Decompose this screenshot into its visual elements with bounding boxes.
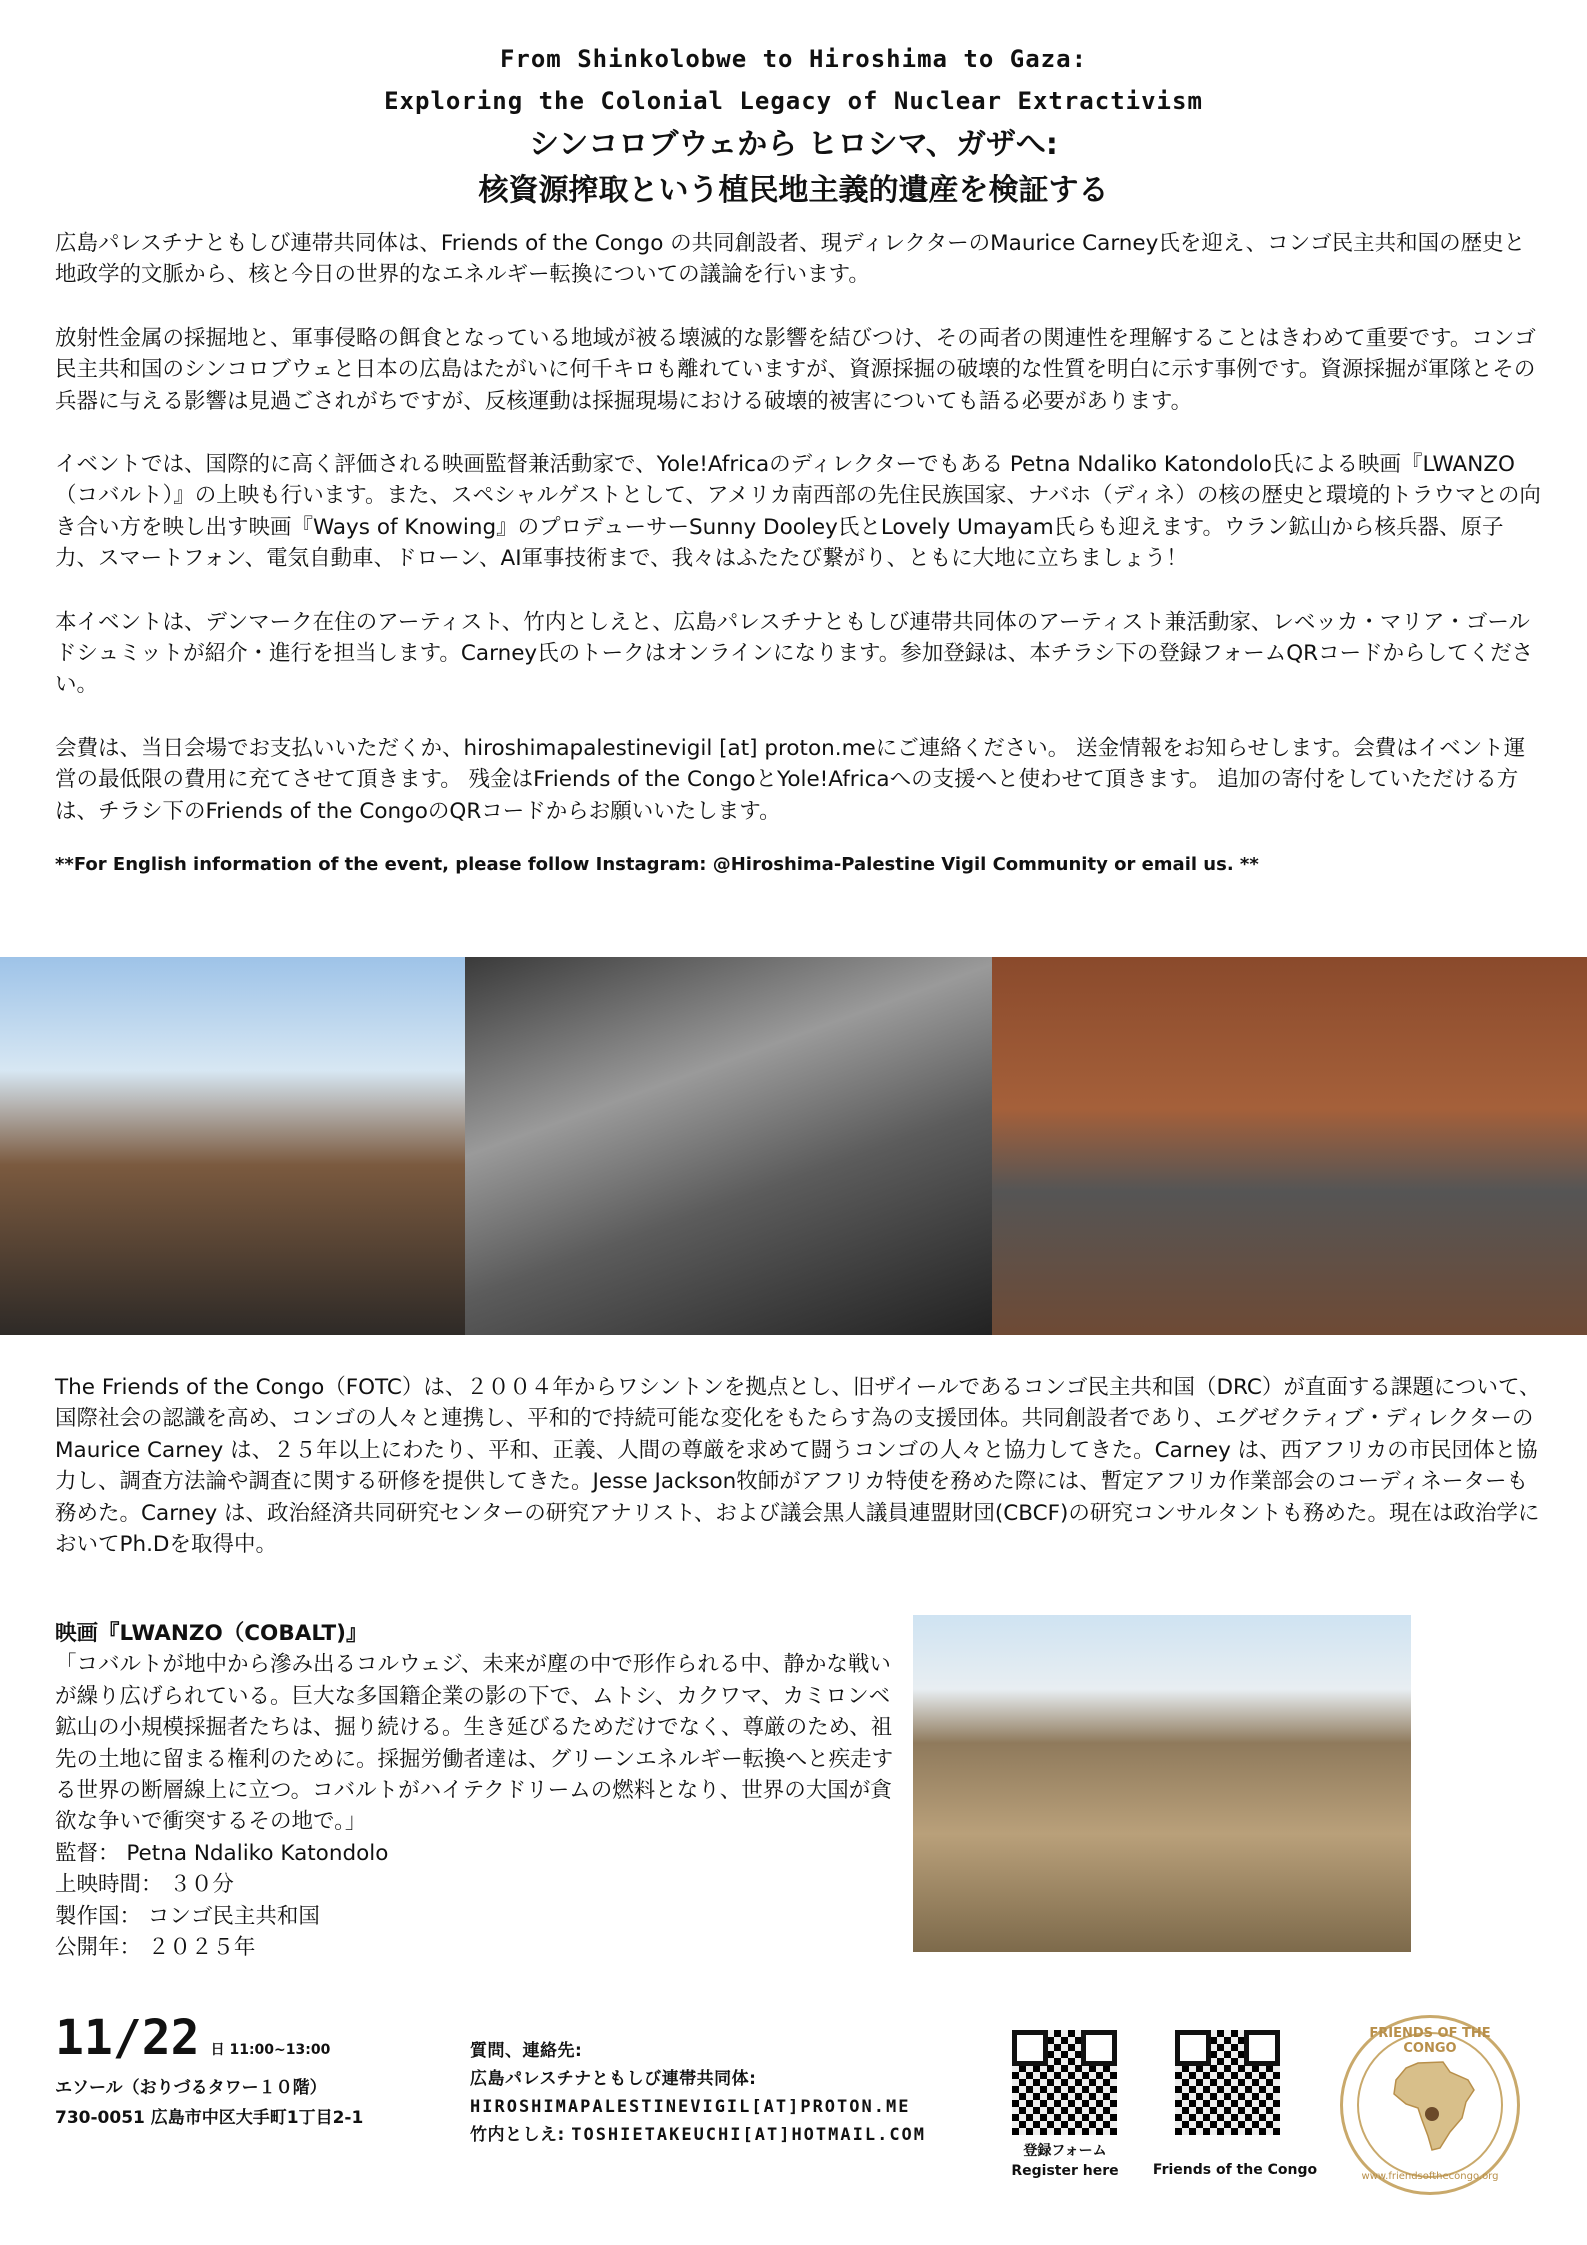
title-en-line-1: From Shinkolobwe to Hiroshima to Gaza: (499, 45, 1088, 73)
event-date-value: 11/22 (55, 2010, 200, 2066)
contact-org: 広島パレスチナともしび連帯共同体: (470, 2069, 757, 2089)
fee-paragraph: 会費は、当日会場でお支払いいただくか、hiroshimapalestinevigil [at] proton.meにご連絡ください。 送金情報をお知らせします。会費はイベント運営の最低限の費用に充てさせて頂きます。 残金はFriends of the CongoとYole!Africaへの支援へと使わせて頂きます。 追加の寄付をしていただける方は、チラシ下のFriends of the CongoのQRコードからお願いいたします。 (55, 735, 1526, 824)
event-venue (55, 2073, 363, 2133)
logo-text: FRIENDS OF THE CONGO (1369, 2026, 1491, 2056)
title-ja-line-1: シンコロブウェから ヒロシマ、ガザへ: (529, 127, 1058, 162)
register-qr-label-en: Register here (1011, 2163, 1119, 2179)
contact-email-2[interactable]: TOSHIETAKEUCHI[AT]HOTMAIL.COM (571, 2125, 927, 2145)
film-section (55, 1618, 905, 1963)
intro-section (55, 228, 1545, 913)
intro-paragraph-4: 本イベントは、デンマーク在住のアーティスト、竹内としえと、広島パレスチナともしび連帯共同体のアーティスト兼活動家、レベッカ・マリア・ゴールドシュミットが紹介・進行を担当します。Carney氏のトークはオンラインになります。参加登録は、本チラシ下の登録フォームQRコードからしてください。 (55, 609, 1534, 698)
event-date (55, 2010, 330, 2066)
film-year: 公開年： ２０２５年 (55, 1935, 256, 1961)
photo-crowd-on-truck (0, 957, 465, 1335)
photo-mining-landscape (913, 1615, 1411, 1952)
venue-address: 730-0051 広島市中区大手町1丁目2-1 (55, 2108, 364, 2128)
film-title: 映画『LWANZO（COBALT)』 (55, 1621, 368, 1646)
africa-map-icon (1388, 2058, 1478, 2153)
intro-paragraph-1: 広島パレスチナともしび連帯共同体は、Friends of the Congo の共同創設者、現ディレクターのMaurice Carney氏を迎え、コンゴ民主共和国の歴史と地政学的文脈から、核と今日の世界的なエネルギー転換についての議論を行います。 (55, 231, 1526, 288)
photo-sacks-in-mine-pit (992, 957, 1587, 1335)
photo-miners-carrying-sacks (465, 957, 992, 1335)
contact-label: 質問、連絡先: (470, 2041, 583, 2061)
film-director: 監督： Petna Ndaliko Katondolo (55, 1840, 389, 1866)
logo-url: www.friendsofthecongo.org (1361, 2171, 1499, 2182)
intro-paragraph-2: 放射性金属の採掘地と、軍事侵略の餌食となっている地域が被る壊滅的な影響を結びつけ、その両者の関連性を理解することはきわめて重要です。コンゴ民主共和国のシンコロブウェと日本の広島はたがいに何千キロも離れていますが、資源採掘の破壊的な性質を明白に示す事例です。資源採掘が軍隊とその兵器に与える影響は見過ごされがちですが、反核運動は採掘現場における破壊的被害についても語る必要があります。 (55, 325, 1536, 414)
contact-info (470, 2037, 926, 2149)
title-en-line-2: Exploring the Colonial Legacy of Nuclear Extractivism (384, 87, 1203, 115)
friends-of-the-congo-logo (1340, 2015, 1520, 2195)
film-country: 製作国： コンゴ民主共和国 (55, 1903, 320, 1929)
contact-email-1[interactable]: HIROSHIMAPALESTINEVIGIL[AT]PROTON.ME (470, 2097, 911, 2117)
contact-name-2: 竹内としえ: (470, 2125, 572, 2145)
event-time: 日 11:00~13:00 (210, 2042, 331, 2058)
intro-paragraph-3: イベントでは、国際的に高く評価される映画監督兼活動家で、Yole!Africaのディレクターでもある Petna Ndaliko Katondolo氏による映画『LWANZO（コバルト）』の上映も行います。また、スペシャルゲストとして、アメリカ南西部の先住民族国家、ナバホ（ディネ）の核の歴史と環境的トラウマとの向き合い方を映し出す映画『Ways of Knowing』のプロデューサーSunny Dooley氏とLovely Umayam氏らも迎えます。ウラン鉱山から核兵器、原子力、スマートフォン、電気自動車、ドローン、AI軍事技術まで、我々はふたたび繋がり、ともに大地に立ちましょう！ (55, 452, 1541, 572)
fotc-qr-caption: Friends of the Congo (1152, 2162, 1318, 2178)
register-qr-code[interactable] (1012, 2030, 1117, 2135)
register-qr-caption (990, 2141, 1140, 2181)
venue-name: エソール（おりづるタワー１０階） (55, 2078, 327, 2098)
photo-strip (0, 957, 1587, 1335)
fotc-description: The Friends of the Congo（FOTC）は、２００４年からワシントンを拠点とし、旧ザイールであるコンゴ民主共和国（DRC）が直面する課題について、国際社会の認識を高め、コンゴの人々と連携し、平和的で持続可能な変化をもたらす為の支援団体。共同創設者であり、エグゼクティブ・ディレクターのMaurice Carney は、２５年以上にわたり、平和、正義、人間の尊厳を求めて闘うコンゴの人々と協力してきた。Carney は、西アフリカの市民団体と協力し、調査方法論や調査に関する研修を提供してきた。Jesse Jackson牧師がアフリカ特使を務めた際には、暫定アフリカ作業部会のコーディネーターも務めた。Carney は、政治経済共同研究センターの研究アナリスト、および議会黒人議員連盟財団(CBCF)の研究コンサルタントも務めた。現在は政治学においてPh.Dを取得中。 (55, 1375, 1541, 1558)
header (0, 38, 1587, 214)
film-runtime: 上映時間： ３０分 (55, 1872, 234, 1898)
register-qr-label-ja: 登録フォーム (1023, 2143, 1107, 2159)
film-synopsis: 「コバルトが地中から滲み出るコルウェジ、未来が塵の中で形作られる中、静かな戦いが繰り広げられている。巨大な多国籍企業の影の下で、ムトシ、カクワマ、カミロンベ鉱山の小規模採掘者たちは、掘り続ける。生き延びるためだけでなく、尊厳のため、祖先の土地に留まる権利のために。採掘労働者達は、グリーンエネルギー転換へと疾走する世界の断層線上に立つ。コバルトがハイテクドリームの燃料となり、世界の大国が貪欲な争いで衝突するその地で。」 (55, 1652, 894, 1835)
fotc-qr-code[interactable] (1175, 2030, 1280, 2135)
english-info-note: **For English information of the event, please follow Instagram: @Hiroshima-Palestine Vigil Community or email us. ** (55, 854, 1259, 876)
title-ja-line-2: 核資源搾取という植民地主義的遺産を検証する (478, 173, 1109, 208)
